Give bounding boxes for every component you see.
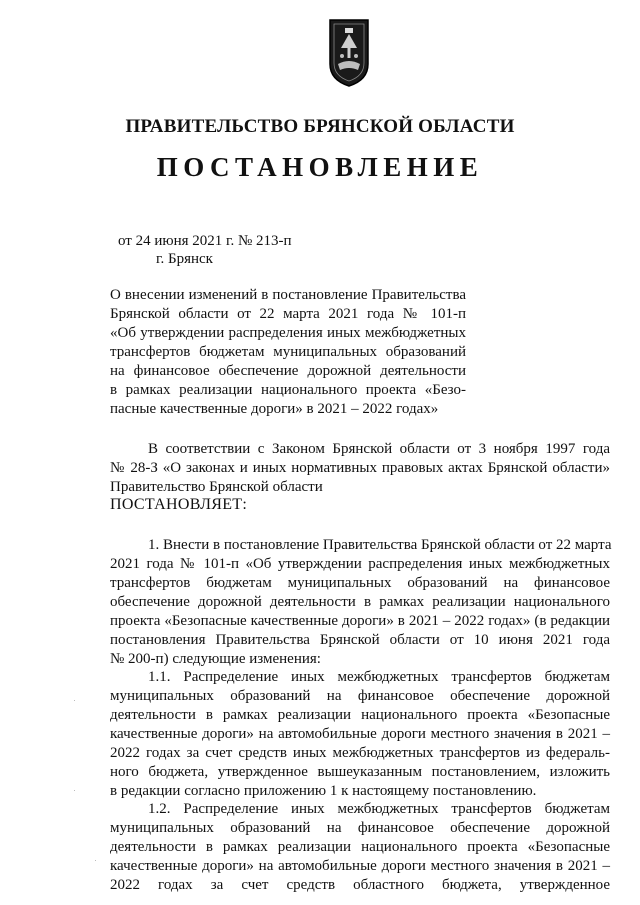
coat-of-arms-icon (328, 18, 370, 88)
preamble-line: В соответствии с Законом Брянской области от 3 ноября 1997 года (148, 441, 610, 457)
scan-mark (74, 790, 75, 791)
clause-1-line: № 200-п) следующие изменения: (110, 651, 321, 667)
subject-line: на финансовое обеспечение дорожной деятельности (110, 363, 466, 379)
clause-1-2-line: 2022 годах за счет средств областного бюджета, утвержденное (110, 877, 610, 893)
subject-line: «Об утверждении распределения иных межбюджетных (110, 325, 466, 341)
clause-1-line: 1. Внести в постановление Правительства Брянской области от 22 марта (148, 537, 612, 553)
resolves-heading: ПОСТАНОВЛЯЕТ: (110, 496, 248, 513)
preamble-line: № 28-З «О законах и иных нормативных правовых актах Брянской области» (110, 460, 610, 476)
scan-mark (95, 860, 96, 861)
clause-1-line: трансфертов бюджетам муниципальных образований на финансовое (110, 575, 610, 591)
city: г. Брянск (156, 251, 213, 267)
clause-1-1-line: 1.1. Распределение иных межбюджетных трансфертов бюджетам (148, 669, 610, 685)
subject-line: трансфертов бюджетам муниципальных образований (110, 344, 466, 360)
subject-line: Брянской области от 22 марта 2021 года № 101-п (110, 306, 466, 322)
clause-1-2-line: муниципальных образований на финансовое обеспечение дорожной (110, 820, 610, 836)
subject-line: пасные качественные дороги» в 2021 – 2022 годах» (110, 401, 439, 417)
decree-title: ПОСТАНОВЛЕНИЕ (156, 152, 484, 182)
subject-line: в рамках реализации национального проекта «Безо- (110, 382, 466, 398)
scan-mark (74, 700, 75, 701)
date-number: от 24 июня 2021 г. № 213-п (118, 233, 292, 249)
clause-1-line: проекта «Безопасные качественные дороги» в 2021 – 2022 годах» (в редакции (110, 613, 610, 629)
clause-1-1-line: муниципальных образований на финансовое обеспечение дорожной (110, 688, 610, 704)
preamble-line: Правительство Брянской области (110, 479, 323, 495)
clause-1-line: 2021 года № 101-п «Об утверждении распределения иных межбюджетных (110, 556, 610, 572)
clause-1-1-line: деятельности в рамках реализации национального проекта «Безопасные (110, 707, 610, 723)
clause-1-1-line: в редакции согласно приложению 1 к настоящему постановлению. (110, 783, 537, 799)
government-title: ПРАВИТЕЛЬСТВО БРЯНСКОЙ ОБЛАСТИ (125, 116, 515, 137)
clause-1-2-line: деятельности в рамках реализации национального проекта «Безопасные (110, 839, 610, 855)
clause-1-2-line: 1.2. Распределение иных межбюджетных трансфертов бюджетам (148, 801, 610, 817)
clause-1-line: постановления Правительства Брянской области от 10 июня 2021 года (110, 632, 610, 648)
subject-line: О внесении изменений в постановление Правительства (110, 287, 466, 303)
clause-1-1-line: качественные дороги» на автомобильные дороги местного значения в 2021 – (110, 726, 610, 742)
clause-1-line: обеспечение дорожной деятельности в рамках реализации национального (110, 594, 610, 610)
clause-1-2-line: качественные дороги» на автомобильные дороги местного значения в 2021 – (110, 858, 610, 874)
clause-1-1-line: ного бюджета, утвержденное вышеуказанным постановлением, изложить (110, 764, 610, 780)
clause-1-1-line: 2022 годах за счет средств иных межбюджетных трансфертов из федераль- (110, 745, 610, 761)
